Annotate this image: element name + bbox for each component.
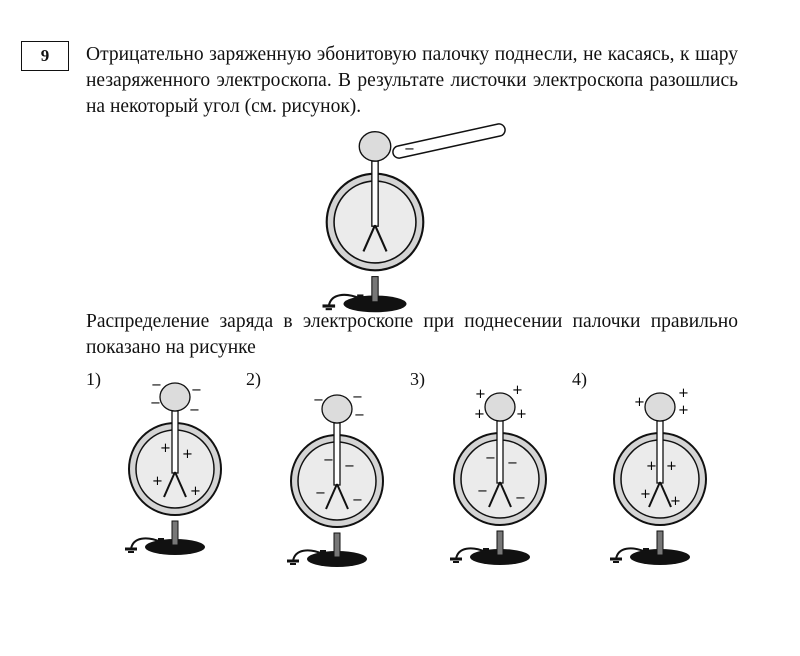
charge-sign: − — [477, 484, 488, 499]
option-label-2[interactable]: 2) — [246, 369, 261, 389]
charge-sign: − — [151, 378, 162, 393]
charge-sign: − — [191, 383, 202, 398]
charge-sign: + — [666, 459, 677, 474]
charge-sign: − — [344, 459, 355, 474]
charge-sign: + — [160, 441, 171, 456]
charge-sign: − — [354, 408, 365, 423]
charge-sign: + — [646, 459, 657, 474]
charge-sign: − — [352, 390, 363, 405]
charge-sign: + — [678, 386, 689, 401]
intro-line: незаряженного электроскопа. В результате листочки электроскопа разошлись — [86, 70, 738, 91]
question-text — [86, 309, 738, 361]
charge-sign: − — [507, 456, 518, 471]
charge-sign: − — [315, 486, 326, 501]
rod-charge: − — [404, 142, 415, 157]
charge-sign: − — [485, 451, 496, 466]
charge-sign: − — [515, 491, 526, 506]
electroscope-option-2 — [287, 390, 383, 567]
question-line: показано на рисунке — [86, 337, 256, 358]
charge-sign: + — [190, 484, 201, 499]
charge-sign: − — [323, 453, 334, 468]
main-electroscope — [323, 132, 424, 313]
charge-sign: − — [189, 403, 200, 418]
question-line: Распределение заряда в электроскопе при поднесении палочки правильно — [86, 311, 738, 332]
electroscope-option-3 — [450, 383, 546, 565]
charge-sign: + — [512, 383, 523, 398]
charge-sign: + — [152, 474, 163, 489]
charge-sign: + — [678, 403, 689, 418]
question-number: 9 — [21, 41, 69, 71]
intro-line: Отрицательно заряженную эбонитовую палочку поднесли, не касаясь, к шару — [86, 44, 738, 65]
charge-sign: + — [670, 494, 681, 509]
option-label-1[interactable]: 1) — [86, 369, 101, 389]
charge-sign: + — [182, 447, 193, 462]
electroscope-option-4 — [610, 386, 706, 565]
intro-line: на некоторый угол (см. рисунок). — [86, 96, 362, 117]
charge-sign: − — [150, 396, 161, 411]
charge-sign: − — [313, 393, 324, 408]
charge-sign: + — [475, 387, 486, 402]
charge-sign: + — [640, 487, 651, 502]
charge-sign: + — [634, 395, 645, 410]
option-label-3[interactable]: 3) — [410, 369, 425, 389]
ebonite-rod — [393, 124, 505, 158]
charge-sign: + — [474, 407, 485, 422]
charge-sign: + — [516, 407, 527, 422]
charge-sign: − — [352, 493, 363, 508]
option-label-4[interactable]: 4) — [572, 369, 587, 389]
electroscope-option-1 — [125, 378, 221, 555]
